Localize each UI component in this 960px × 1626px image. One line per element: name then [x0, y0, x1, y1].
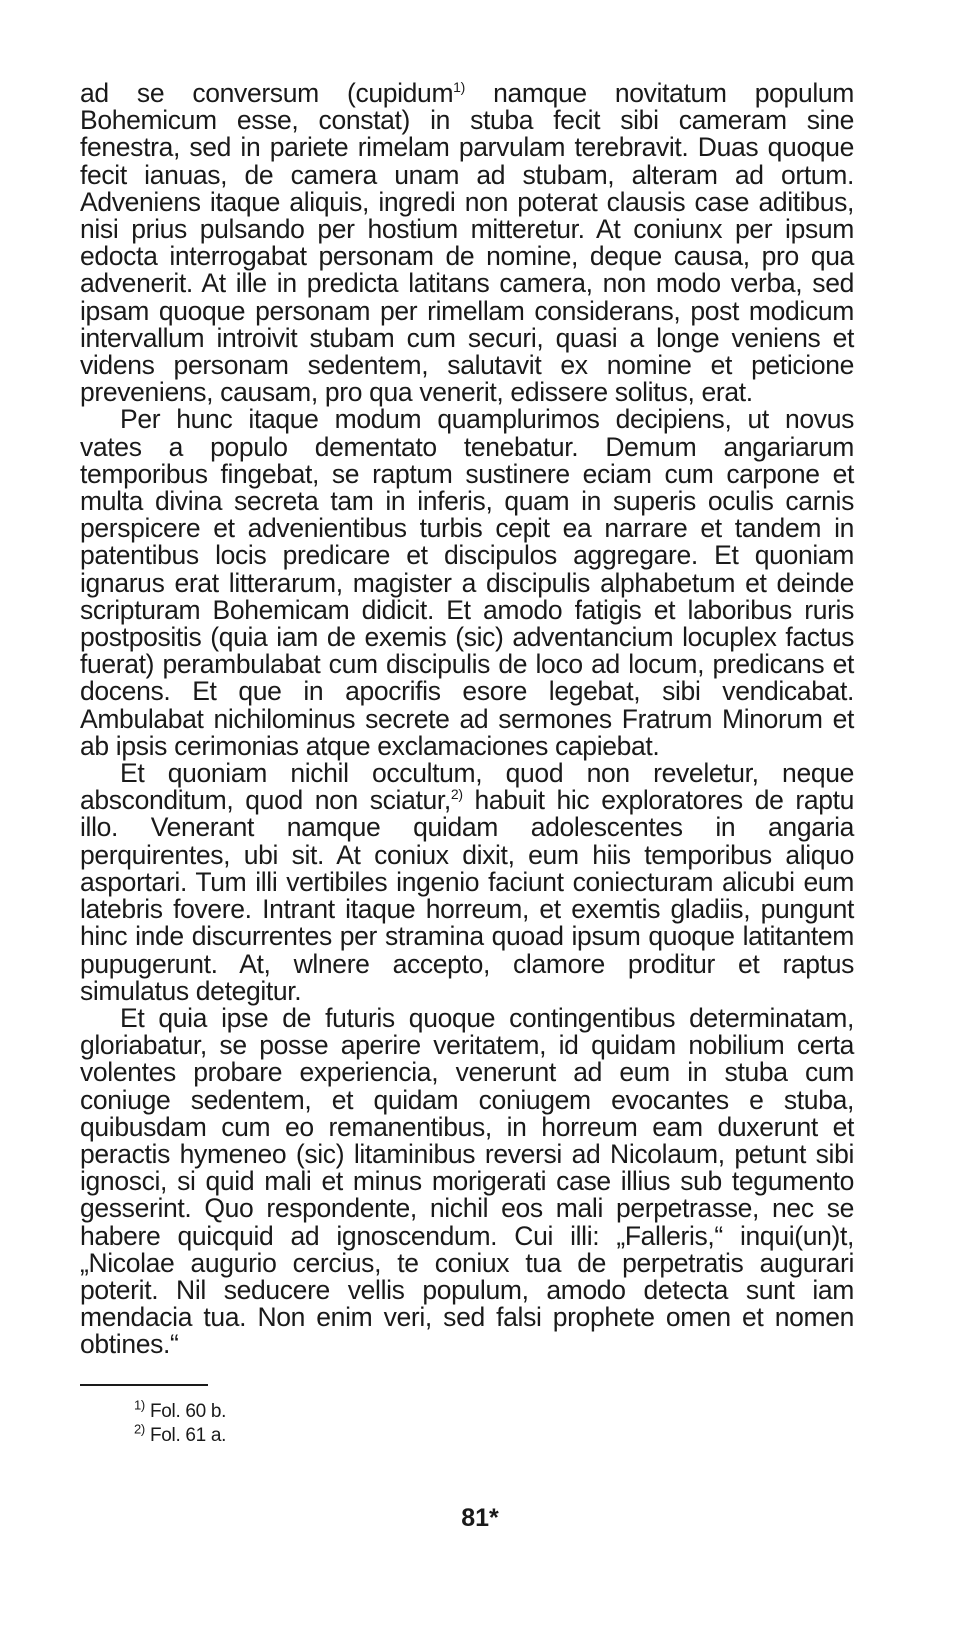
- footnote-1-mark: 1): [134, 1397, 145, 1413]
- footnote-2-text: Fol. 61 a.: [144, 1425, 227, 1446]
- footnote-divider: [80, 1384, 208, 1386]
- paragraph-4: [80, 1002, 854, 1360]
- paragraph-3-text-b: habuit hic exploratores de raptu illo. Venerant namque quidam adolescentes in angaria perquirentes, ubi sit. At coniux dixit, eum hiis temporibus aliquo asportari. Tum illi vertibiles ingenio faciunt coniecturam alicubi eum latebris fovere. Intrant itaque horreum, et exemtis gladiis, pungunt hinc inde discurrentes per stramina quoad ipsum quoque latitantem pupugerunt. At, wlnere accepto, clamore proditur et raptus simulatus detegitur.: [80, 785, 854, 1006]
- page-body: [80, 80, 854, 1359]
- footnote-1-text: Fol. 60 b.: [144, 1401, 227, 1422]
- paragraph-1: [80, 80, 854, 406]
- paragraph-2-text: Per hunc itaque modum quamplurimos decipiens, ut novus vates a populo dementato tenebatur. Demum angariarum temporibus fingebat, se raptum sustinere eciam cum carpone et multa divina secreta tam in inferis, quam in superis oculis carnis perspicere et advenientibus turbis cepit ea narrare et tandem in patentibus locis predicare et discipulos aggregare. Et quoniam ignarus erat litterarum, magister a discipulis alphabetum et deinde scripturam Bohemicam didicit. Et amodo fatigis et laboribus ruris postpositis (quia iam de exemis (sic) adventancium locuplex factus fuerat) perambulabat cum discipulis de loco ad locum, predicans et docens. Et que in apocrifis esore legebat, sibi vendicabat. Ambulabat nichilominus secrete ad sermones Fratrum Minorum et ab ipsis cerimonias atque exclamaciones capiebat.: [80, 404, 854, 761]
- paragraph-1-text-a: ad se conversum (cupidum: [80, 78, 454, 108]
- footnote-list: [80, 1397, 854, 1448]
- footnotes: [80, 1384, 854, 1448]
- footnote-ref-2: 2): [450, 786, 463, 803]
- paragraph-3-text-a: Et quoniam nichil occultum, quod non reveletur, neque absconditum, quod non sciatur,: [80, 758, 854, 816]
- paragraph-4-text: Et quia ipse de futuris quoque contingentibus determinatam, gloriabatur, se posse aperire veritatem, id quidam nobilium certa volentes probare experiencia, venerunt ad eum in stuba cum coniuge sedentem, et quidam coniugem evocantes e stuba, quibusdam cum eo remanentibus, in horreum eam duxerunt et peractis hymeneo (sic) litaminibus reversi ad Nicolaum, petunt sibi ignosci, si quid mali et minus morigerati case illius sub tegumento gesserint. Quo respondente, nichil eos mali perpetrasse, nec se habere quicquid ad ignoscendum. Cui illi: „Falleris,“ inqui(un)t, „Nicolae augurio cercius, te coniux tua de perpetratis augurari poterit. Nil seducere vellis populum, amodo detecta sunt iam mendacia tua. Non enim veri, sed falsi prophete omen et nomen obtines.“: [80, 1002, 854, 1360]
- paragraph-3: [80, 760, 854, 1005]
- footnote-ref-1: 1): [453, 79, 465, 96]
- footnote-2-mark: 2): [134, 1421, 145, 1437]
- paragraph-1-text-b: namque novitatum populum Bohemicum esse, constat) in stuba fecit sibi cameram sine fenestra, sed in pariete rimelam parvulam terebravit. Duas quoque fecit ianuas, de camera unam ad stubam, alteram ad ortum. Adveniens itaque aliquis, ingredi non poterat clausis case aditibus, nisi prius pulsando per hostium mitteretur. At coniunx per ipsum edocta interrogabat personam de nomine, deque causa, pro qua advenerit. At ille in predicta latitans camera, non modo verba, sed ipsam quoque personam per rimellam considerans, post modicum intervallum introivit stubam cum securi, quasi a longe veniens et videns personam sedentem, salutavit ex nomine et peticione preveniens, causam, pro qua venerit, edissere solitus, erat.: [80, 78, 854, 408]
- footnote-1: [134, 1397, 854, 1424]
- page-number: 81*: [461, 1504, 499, 1532]
- footnote-2: [134, 1421, 854, 1448]
- paragraph-2: [80, 406, 854, 760]
